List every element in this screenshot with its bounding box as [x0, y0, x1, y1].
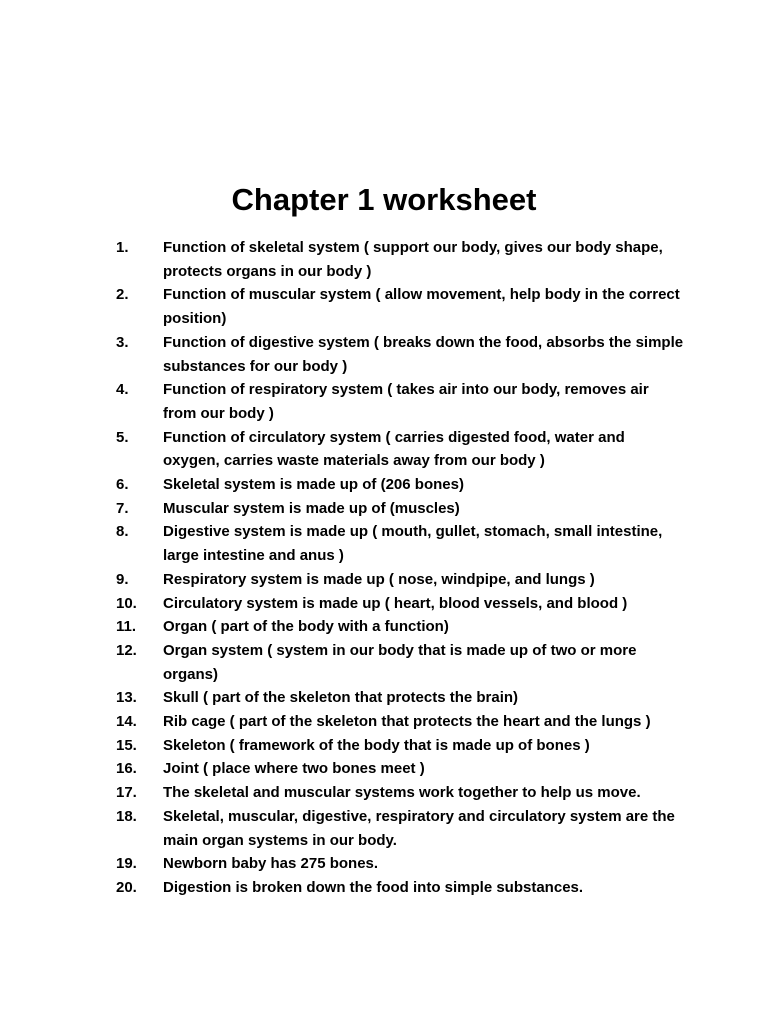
- item-text: Skeleton ( framework of the body that is made up of bones ): [163, 736, 590, 754]
- item-number: 9.: [116, 570, 129, 588]
- item-number: 11.: [116, 618, 137, 636]
- item-number: 12.: [116, 641, 137, 659]
- list-item: [0, 734, 768, 758]
- list-item: [0, 710, 768, 734]
- item-text: Respiratory system is made up ( nose, windpipe, and lungs ): [163, 570, 595, 588]
- item-text: Skeletal, muscular, digestive, respiratory and circulatory system are the main organ systems in our body.: [163, 807, 675, 849]
- item-number: 19.: [116, 855, 137, 873]
- item-text: Skeletal system is made up of (206 bones): [163, 476, 464, 494]
- page-title: Chapter 1 worksheet: [231, 182, 537, 217]
- item-text: Function of respiratory system ( takes air into our body, removes air from our body ): [163, 381, 649, 422]
- item-number: 18.: [116, 807, 137, 825]
- item-number: 5.: [116, 428, 129, 446]
- list-item: [0, 473, 768, 497]
- list-item: [0, 639, 768, 686]
- list-item: [0, 331, 768, 378]
- item-number: 1.: [116, 239, 129, 256]
- item-text: Function of circulatory system ( carries digested food, water and oxygen, carries waste materials away from our body ): [163, 428, 625, 470]
- item-number: 6.: [116, 476, 129, 494]
- item-text: Skull ( part of the skeleton that protects the brain): [163, 689, 519, 707]
- list-item: [0, 615, 768, 639]
- item-number: 13.: [116, 689, 137, 707]
- list-item: [0, 592, 768, 616]
- item-text: Function of digestive system ( breaks down the food, absorbs the simple substances for our body ): [163, 333, 684, 375]
- item-text: Newborn baby has 275 bones.: [163, 855, 379, 873]
- list-item: [0, 876, 768, 900]
- item-text: Organ system ( system in our body that is made up of two or more organs): [163, 641, 637, 683]
- item-number: 17.: [116, 784, 137, 802]
- item-number: 20.: [116, 878, 137, 896]
- item-text: Rib cage ( part of the skeleton that protects the heart and the lungs ): [163, 713, 651, 731]
- item-text: Organ ( part of the body with a function): [163, 618, 449, 636]
- item-number: 4.: [116, 381, 129, 399]
- list-item: [0, 757, 768, 781]
- item-text: Function of muscular system ( allow movement, help body in the correct position): [163, 286, 680, 328]
- item-text: Joint ( place where two bones meet ): [163, 760, 425, 778]
- item-text: Digestion is broken down the food into simple substances.: [163, 878, 584, 896]
- list-item: [0, 378, 768, 425]
- list-item: [0, 497, 768, 521]
- item-text: Muscular system is made up of (muscles): [163, 499, 460, 517]
- item-text: Function of skeletal system ( support our body, gives our body shape, protects organs in our body ): [163, 239, 663, 280]
- item-text: The skeletal and muscular systems work together to help us move.: [163, 784, 641, 802]
- item-number: 7.: [116, 499, 129, 517]
- list-item: [0, 568, 768, 592]
- list-item: [0, 852, 768, 876]
- list-item: [0, 686, 768, 710]
- item-number: 10.: [116, 594, 137, 612]
- item-number: 15.: [116, 736, 137, 754]
- worksheet-list: [0, 236, 768, 900]
- item-number: 2.: [116, 286, 129, 304]
- list-item: [0, 805, 768, 852]
- item-number: 14.: [116, 713, 137, 731]
- list-item: [0, 283, 768, 330]
- list-item: [0, 781, 768, 805]
- item-number: 3.: [116, 333, 129, 351]
- item-number: 8.: [116, 523, 129, 541]
- list-item: [0, 426, 768, 473]
- item-number: 16.: [116, 760, 137, 778]
- list-item: [0, 520, 768, 567]
- list-item: [0, 236, 768, 283]
- item-text: Digestive system is made up ( mouth, gullet, stomach, small intestine, large intestine and anus ): [163, 523, 663, 565]
- item-text: Circulatory system is made up ( heart, blood vessels, and blood ): [163, 594, 628, 612]
